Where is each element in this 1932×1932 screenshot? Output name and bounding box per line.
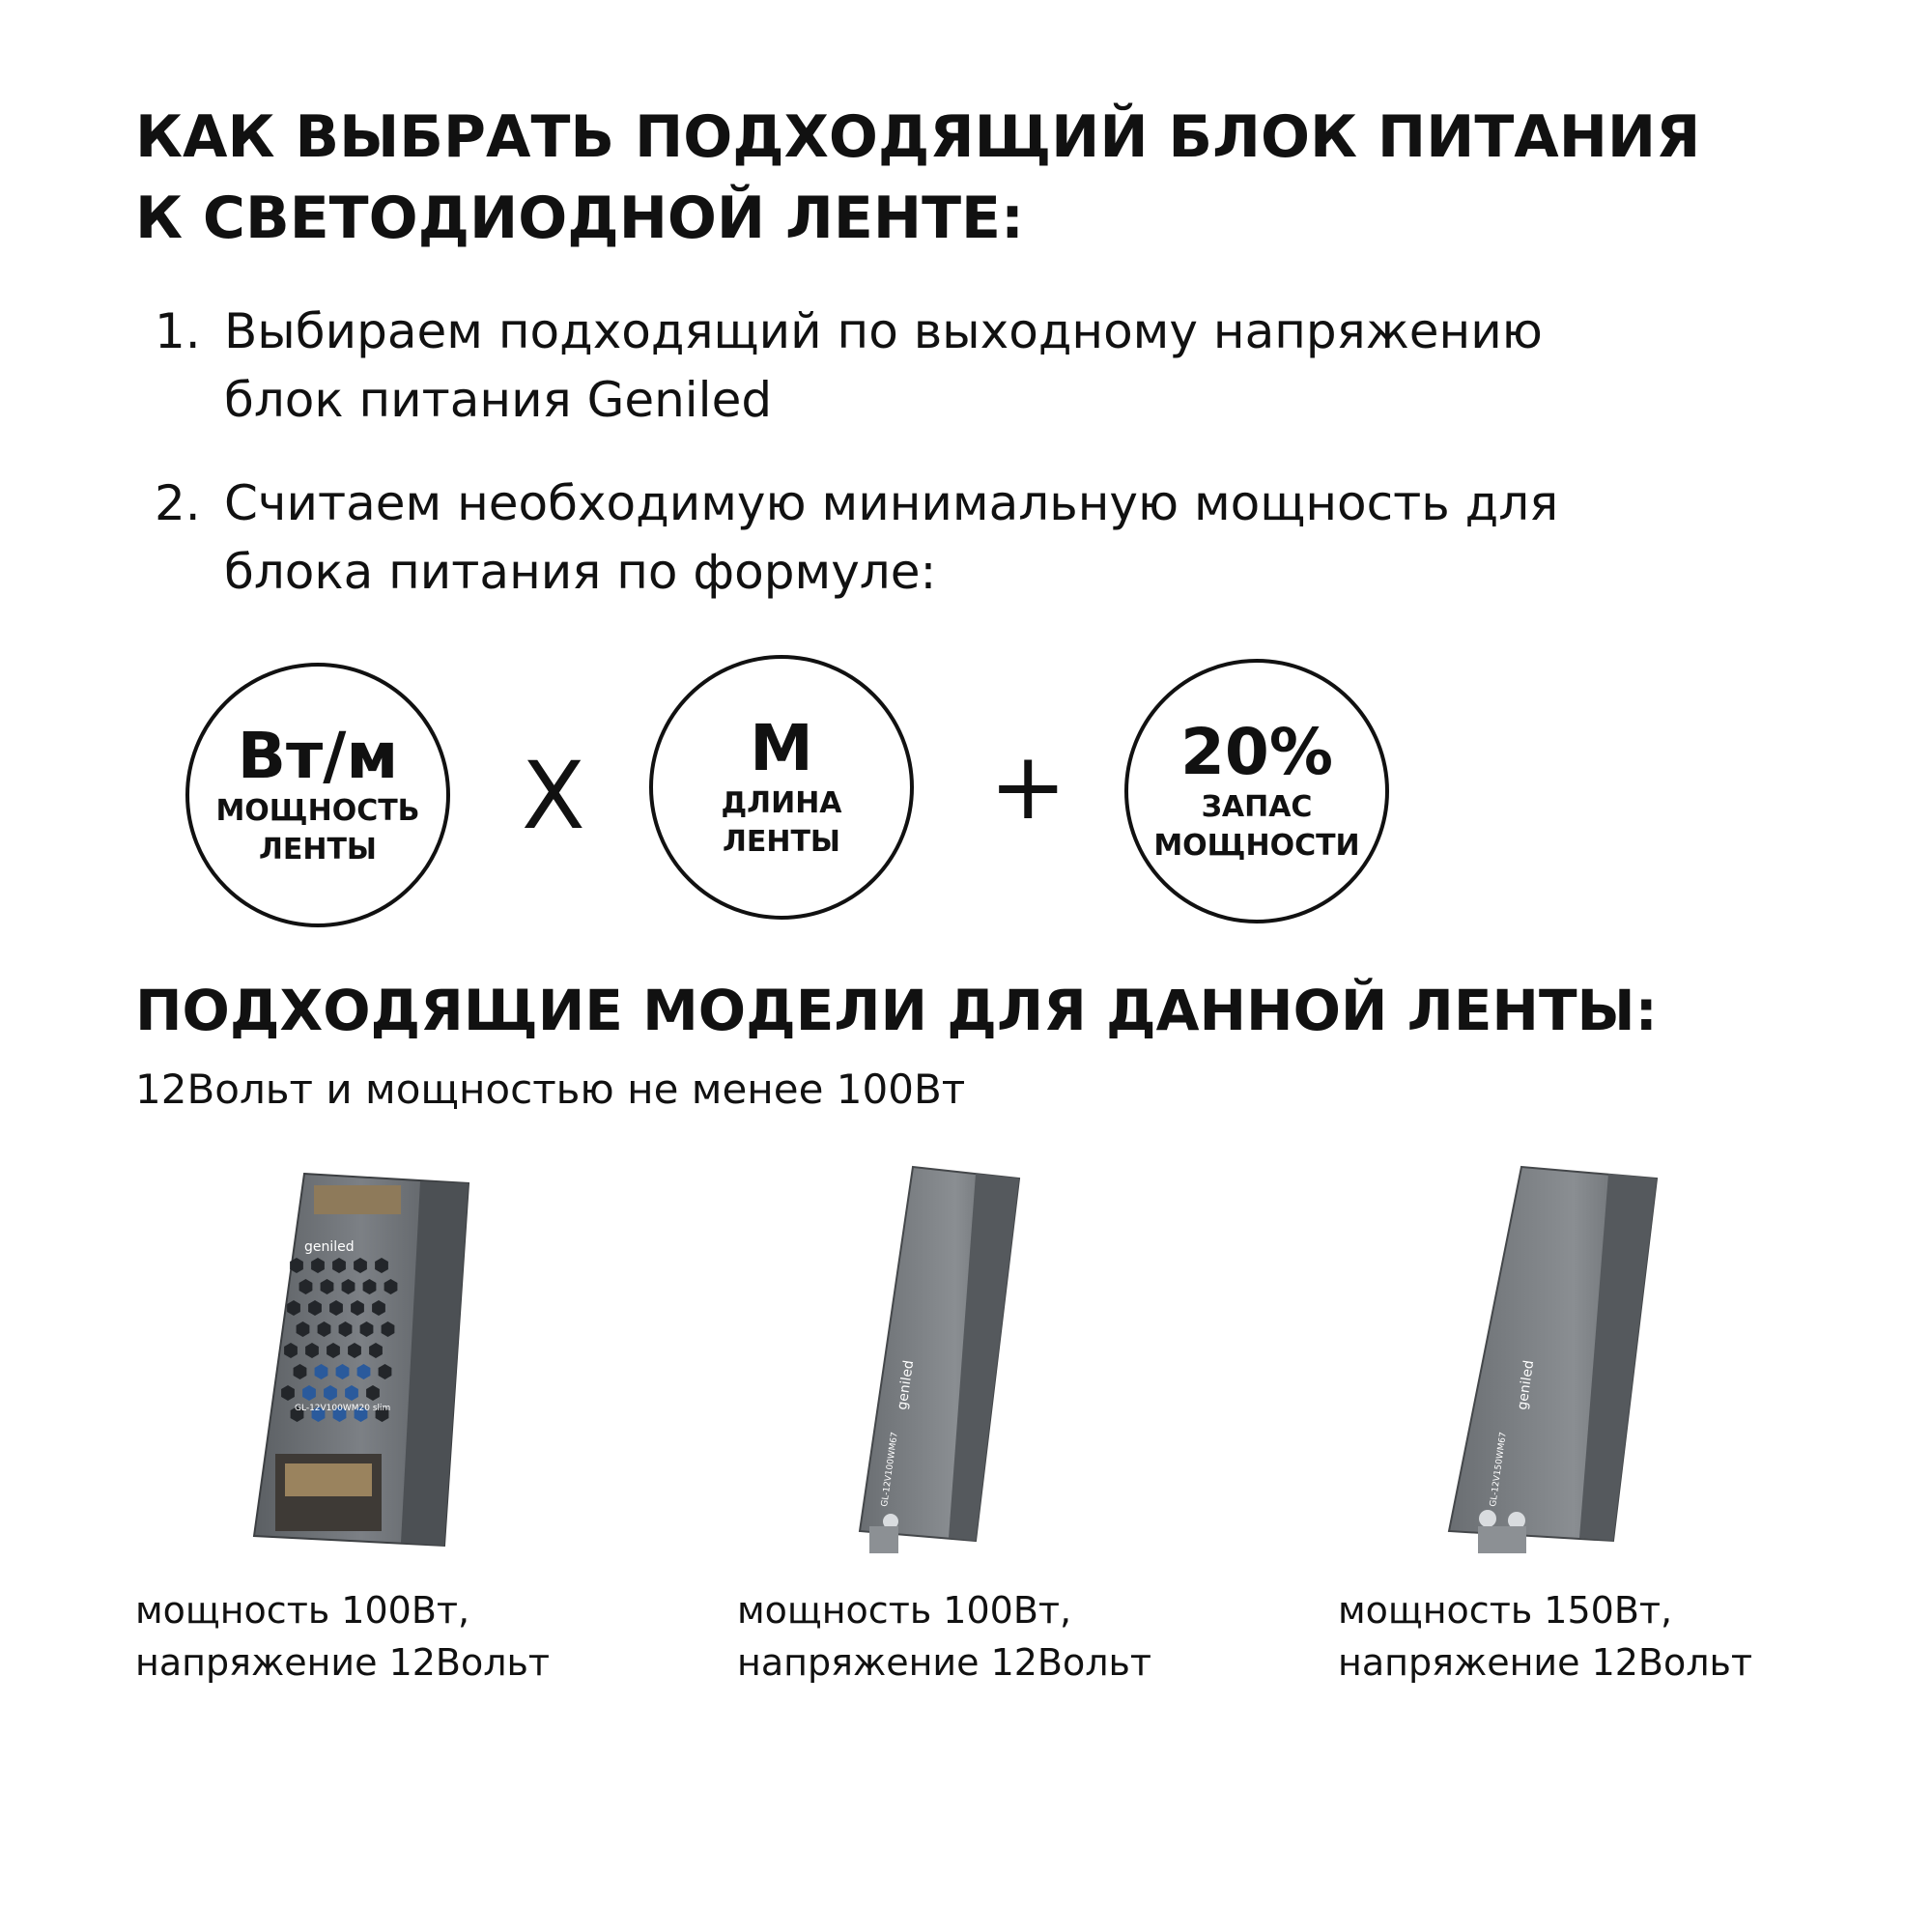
caption-line: мощность 100Вт, — [135, 1589, 470, 1632]
formula-label: ЛЕНТЫ — [258, 833, 378, 867]
models-title: ПОДХОДЯЩИЕ МОДЕЛИ ДЛЯ ДАННОЙ ЛЕНТЫ: — [135, 978, 1658, 1043]
formula-value: Вт/м — [237, 719, 399, 793]
step-line: блок питания Geniled — [224, 372, 773, 428]
models-subtitle: 12Вольт и мощностью не менее 100Вт — [135, 1065, 966, 1113]
formula-label: МОЩНОСТЬ — [215, 794, 420, 828]
step-line: блока питания по формуле: — [224, 544, 937, 600]
steps-list — [155, 298, 1816, 641]
formula-value: 20% — [1180, 715, 1333, 789]
device-model: GL-12V100WM67 — [880, 1431, 900, 1508]
caption-line: мощность 100Вт, — [737, 1589, 1072, 1632]
title-line-1: КАК ВЫБРАТЬ ПОДХОДЯЩИЙ БЛОК ПИТАНИЯ — [135, 103, 1701, 171]
sealed-power-supply-icon — [831, 1159, 1024, 1555]
step-text — [224, 298, 1816, 435]
product-image-3 — [1430, 1159, 1662, 1555]
slim-power-supply-icon — [246, 1164, 478, 1555]
formula-label: ДЛИНА — [721, 786, 842, 820]
device-model: GL-12V150WM67 — [1489, 1431, 1509, 1508]
product-caption-1 — [135, 1584, 550, 1689]
page-title — [135, 97, 1835, 259]
caption-line: напряжение 12Вольт — [1338, 1641, 1753, 1684]
step-number: 1. — [155, 303, 201, 359]
step-text — [224, 469, 1816, 607]
caption-line: напряжение 12Вольт — [135, 1641, 551, 1684]
step-number: 2. — [155, 475, 201, 531]
device-brand: geniled — [1515, 1359, 1538, 1411]
step-1 — [155, 298, 1816, 435]
formula-circle-power-per-meter — [185, 663, 450, 927]
formula-label: ЗАПАС — [1201, 790, 1313, 824]
formula-label: МОЩНОСТИ — [1153, 829, 1360, 863]
product-caption-3 — [1338, 1584, 1752, 1689]
product-caption-2 — [737, 1584, 1151, 1689]
formula-label: ЛЕНТЫ — [722, 825, 841, 859]
product-image-1 — [246, 1164, 478, 1555]
caption-line: напряжение 12Вольт — [737, 1641, 1152, 1684]
device-brand: geniled — [895, 1359, 918, 1411]
step-2 — [155, 469, 1816, 607]
device-brand: geniled — [304, 1239, 355, 1255]
formula-circle-length — [649, 655, 914, 920]
multiply-sign: Х — [522, 742, 585, 850]
plus-sign: + — [989, 732, 1067, 840]
title-line-2: К СВЕТОДИОДНОЙ ЛЕНТЕ: — [135, 185, 1024, 252]
product-image-2 — [831, 1159, 1024, 1555]
caption-line: мощность 150Вт, — [1338, 1589, 1673, 1632]
step-line: Считаем необходимую минимальную мощность для — [224, 475, 1559, 531]
formula-circle-reserve — [1124, 659, 1389, 923]
device-model: GL-12V100WM20 slim — [295, 1404, 391, 1413]
formula-value: М — [750, 711, 813, 785]
step-line: Выбираем подходящий по выходному напряжению — [224, 303, 1543, 359]
sealed-power-supply-icon — [1430, 1159, 1662, 1555]
